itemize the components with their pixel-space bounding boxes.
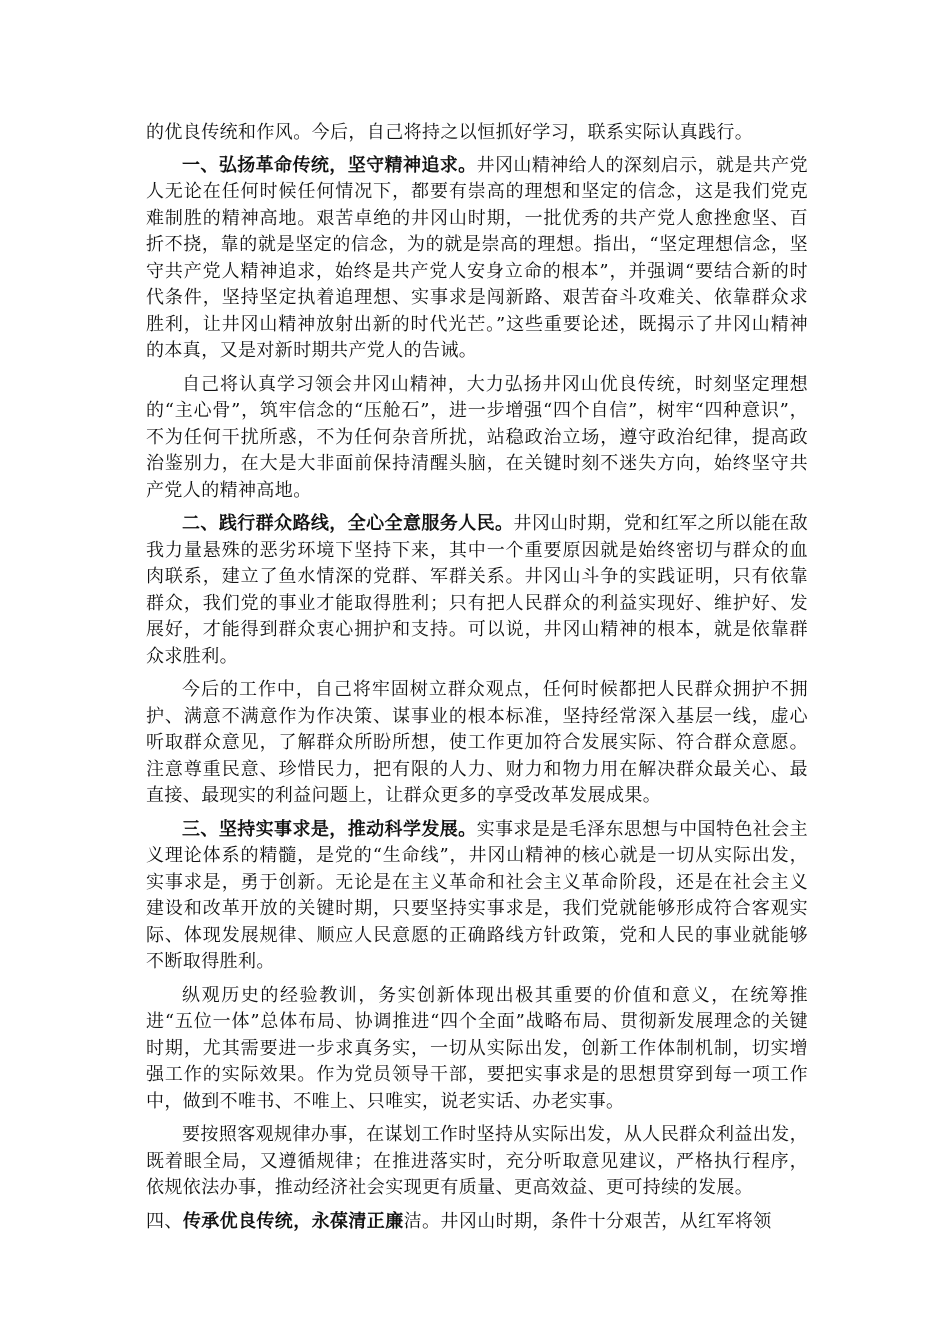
section-one-paragraph: [146, 153, 808, 365]
section-three-practice: [146, 1122, 808, 1202]
paragraph-text: 的优良传统和作风。今后，自己将持之以恒抓好学习，联系实际认真践行。: [146, 122, 754, 143]
section-three-heading: 三、坚持实事求是，推动科学发展。: [182, 818, 477, 840]
section-four-body: 洁。井冈山时期，条件十分艰苦，从红军将领: [403, 1210, 772, 1232]
section-three-body: 实事求是是毛泽东思想与中国特色社会主义理论体系的精髓，是党的“生命线”，井冈山精神的核心就是一切从实际出发，实事求是，勇于创新。无论是在主义革命和社会主义革命阶段，还是在社会主义建设和改革开放的关键时期，只要坚持实事求是，我们党就能够形成符合客观实际、体现发展规律、顺应人民意愿的正确路线方针政策，党和人民的事业就能够不断取得胜利。: [146, 818, 808, 972]
section-two-commitment: [146, 677, 808, 810]
section-two-body: 井冈山时期，党和红军之所以能在敌我力量悬殊的恶劣环境下坚持下来，其中一个重要原因就是始终密切与群众的血肉联系，建立了鱼水情深的党群、军群关系。井冈山斗争的实践证明，只有依靠群众，我们党的事业才能取得胜利；只有把人民群众的利益实现好、维护好、发展好，才能得到群众衷心拥护和支持。可以说，井冈山精神的根本，就是依靠群众求胜利。: [146, 513, 808, 667]
section-one-body: 井冈山精神给人的深刻启示，就是共产党人无论在任何时候任何情况下，都要有崇高的理想和坚定的信念，这是我们党克难制胜的精神高地。艰苦卓绝的井冈山时期，一批优秀的共产党人愈挫愈坚、百折不挠，靠的就是坚定的信念，为的就是崇高的理想。指出，“坚定理想信念，坚守共产党人精神追求，始终是共产党人安身立命的根本”，并强调“要结合新的时代条件，坚持坚定执着追理想、实事求是闯新路、艰苦奋斗攻难关、依靠群众求胜利，让井冈山精神放射出新的时代光芒。”这些重要论述，既揭示了井冈山精神的本真，又是对新时期共产党人的告诫。: [146, 154, 808, 361]
section-three-history: [146, 983, 808, 1116]
document-page: [146, 120, 808, 1242]
paragraph-text: 纵观历史的经验教训，务实创新体现出极其重要的价值和意义，在统筹推进“五位一体”总体布局、协调推进“四个全面”战略布局、贯彻新发展理念的关键时期，尤其需要进一步求真务实，一切从实际出发，创新工作体制机制，切实增强工作的实际效果。作为党员领导干部，要把实事求是的思想贯穿到每一项工作中，做到不唯书、不唯上、只唯实，说老实话、办老实事。: [146, 984, 808, 1112]
section-four-paragraph: [146, 1209, 808, 1236]
section-two-heading: 二、践行群众路线，全心全意服务人民。: [182, 513, 514, 534]
paragraph-text: 今后的工作中，自己将牢固树立群众观点，任何时候都把人民群众拥护不拥护、满意不满意作为作决策、谋事业的根本标准，坚持经常深入基层一线，虚心听取群众意见，了解群众所盼所想，使工作更加符合发展实际、符合群众意愿。注意尊重民意、珍惜民力，把有限的人力、财力和物力用在解决群众最关心、最直接、最现实的利益问题上，让群众更多的享受改革发展成果。: [146, 679, 808, 806]
section-three-paragraph: [146, 817, 808, 976]
section-one-heading: 一、弘扬革命传统，坚守精神追求。: [182, 154, 477, 176]
section-four-heading: 传承优良传统，永葆清正廉: [182, 1210, 404, 1232]
section-four-prefix: 四、: [146, 1210, 183, 1232]
section-one-commitment: [146, 372, 808, 505]
section-two-paragraph: [146, 511, 808, 670]
paragraph-continuation: [146, 120, 808, 147]
paragraph-text: 自己将认真学习领会井冈山精神，大力弘扬井冈山优良传统，时刻坚定理想的“主心骨”，筑牢信念的“压舱石”，进一步增强“四个自信”，树牢“四种意识”，不为任何干扰所惑，不为任何杂音所扰，站稳政治立场，遵守政治纪律，提高政治鉴别力，在大是大非面前保持清醒头脑，在关键时刻不迷失方向，始终坚守共产党人的精神高地。: [146, 373, 808, 501]
paragraph-text: 要按照客观规律办事，在谋划工作时坚持从实际出发，从人民群众利益出发，既着眼全局，又遵循规律；在推进落实时，充分听取意见建议，严格执行程序，依规依法办事，推动经济社会实现更有质量、更高效益、更可持续的发展。: [146, 1124, 808, 1198]
